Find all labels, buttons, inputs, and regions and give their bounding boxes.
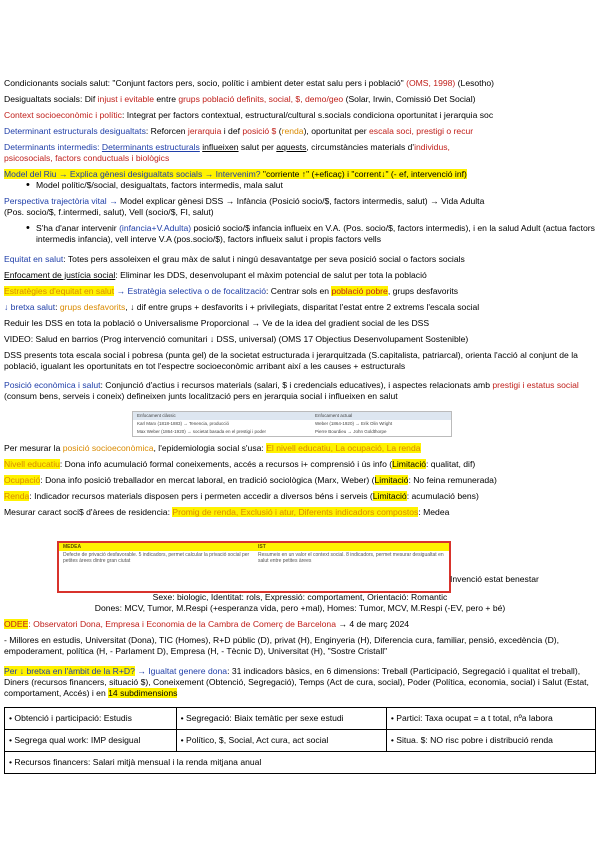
table-header: Enfocament clàssic bbox=[137, 412, 176, 418]
text: , l'epidemiologia social s'usa: bbox=[153, 442, 267, 453]
text: Condicionants socials salut: "Conjunt factors pers, socio, polític i ambient deter estat salu pers i població" bbox=[4, 78, 407, 88]
text: "corriente ↑" (+eficaç) i "corrent↓" (- ef, intervenció inf) bbox=[262, 169, 467, 179]
text: Perspectiva trajectòria vital → bbox=[4, 196, 118, 206]
text: posició $ bbox=[242, 126, 277, 136]
text: : Dona info posició treballador en mercat laboral, en tradició sociològica (Marx, Weber) ( bbox=[40, 474, 375, 485]
text: posició socioeconòmica bbox=[62, 442, 154, 453]
text: Enfocament de justícia social bbox=[4, 269, 116, 280]
text: influeixen bbox=[202, 142, 239, 152]
text: → Estratègia selectiva o de focalització bbox=[114, 285, 266, 296]
text: jerarquia bbox=[187, 126, 222, 136]
table-cell: • Obtenció i participació: Estudis bbox=[5, 708, 177, 730]
text: : qualitat, dif) bbox=[426, 458, 476, 469]
table-row bbox=[5, 752, 596, 774]
bullet-model-politic: • Model polític/$/social, desigualtats, factors intermedis, mala salut bbox=[4, 180, 596, 191]
text: Model del Riu → Explica gènesi desigualtats socials → Intervenim? bbox=[4, 169, 263, 179]
text: Determinant estructurals desigualtats bbox=[4, 126, 146, 136]
text: , circumstàncies materials d' bbox=[306, 142, 415, 152]
text: : Reforcen bbox=[145, 126, 188, 136]
text: : Totes pers assoleixen el grau màx de salut i ningú desavantatge per seva posició social o factors socials bbox=[63, 253, 465, 264]
text: Promig de renda, Exclusió i atur, Diferents indicadors compostos bbox=[172, 506, 419, 517]
table-cell: Pierre Bourdieu → John Goldthorpe bbox=[315, 428, 387, 434]
table-cell: Karl Marx (1818-1883) → Tenencia, producció bbox=[137, 420, 229, 426]
text: : bbox=[55, 301, 60, 312]
text: Posició econòmica i salut bbox=[4, 380, 101, 391]
line-desigualtats bbox=[4, 94, 596, 105]
text: individus, bbox=[414, 142, 450, 152]
table-cell: • Segrega qual work: IMP desigual bbox=[5, 730, 177, 752]
text: ), oportunitat per bbox=[303, 126, 370, 136]
table-row bbox=[5, 708, 596, 730]
invencio-caption: Invenció estat benestar bbox=[450, 574, 539, 584]
line-dss: DSS presents tota escala social i pobresa (punta gel) de la societat estructurada i jerarquitzada (S.capitalista, patriarcal), orienta l'acció al conjunt de la població, igualant les oportunitats en tot l'espectre socioeconòmic arribant així a les causes + estructurals bbox=[4, 349, 578, 371]
text: : Integrat per factors contextual, estructural/cultural s.socials condiciona oportunitat i jerarquia soc bbox=[121, 110, 494, 120]
text: S'ha d'anar intervenir bbox=[36, 223, 120, 233]
notes-page-bottom bbox=[4, 592, 596, 774]
text: , grups desfavorits bbox=[387, 285, 459, 296]
bullet-intervenir bbox=[4, 223, 596, 245]
source: (OMS, 1998) bbox=[406, 78, 456, 88]
text: Mesurar caract soci$ d'àrees de residencia: bbox=[4, 506, 173, 517]
text: renda bbox=[281, 126, 304, 136]
line-per-bretxa bbox=[4, 666, 596, 699]
text: (Solar, Irwin, Comissió Det Social) bbox=[343, 94, 476, 104]
notes-page bbox=[4, 78, 596, 518]
line-video: VIDEO: Salud en barrios (Prog intervenció comunitari ↓ DSS, universal) (OMS 17 Objectius Desenvolupament Sostenible) bbox=[4, 333, 469, 344]
table-cell: • Segregació: Biaix temàtic per sexe estudi bbox=[176, 708, 386, 730]
text: (infancia+V.Adulta) bbox=[119, 223, 192, 233]
line-nivell-educatiu bbox=[4, 459, 596, 470]
ist-header: IST bbox=[258, 544, 266, 550]
enfocament-table-image bbox=[132, 411, 452, 437]
text: prestigi i estatus social bbox=[492, 380, 579, 391]
text: El nivell educatiu, La ocupació, La renda bbox=[266, 442, 421, 453]
line-estrategies bbox=[4, 286, 596, 297]
text: Renda bbox=[4, 490, 30, 501]
line-bretxa bbox=[4, 302, 596, 313]
text: Nivell educatiu bbox=[4, 458, 60, 469]
ist-text: Resumeix en un valor el context social. 8 indicadors, permet mesurar desigualtat en salut entre petites àrees bbox=[258, 552, 444, 564]
text: entre bbox=[154, 94, 179, 104]
text: i def bbox=[221, 126, 243, 136]
text: salut per bbox=[238, 142, 277, 152]
text: població pobre bbox=[331, 285, 388, 296]
text: : Dona info acumulació formal coneixements, accés a recursos i+ comprensió i ús info ( bbox=[59, 458, 393, 469]
line-sexe: Sexe: biologic, Identitat: rols, Expressió: comportament, Orientació: Romantic bbox=[152, 592, 448, 602]
text: Per mesurar la bbox=[4, 442, 63, 453]
table-cell: • Político, $, Social, Act cura, act social bbox=[176, 730, 386, 752]
line-renda bbox=[4, 491, 596, 502]
line-posicio-economica bbox=[4, 380, 596, 402]
line-perspectiva bbox=[4, 196, 596, 207]
text: Limitació bbox=[374, 474, 409, 485]
medea-ist-image bbox=[57, 541, 451, 593]
medea-text: Defecte de privació desfavorable. 5 indicadors, permet calcular la privació social per petites àrees dintre gran ciutat bbox=[63, 552, 250, 564]
line-context bbox=[4, 110, 596, 121]
text: : Observatori Dona, Empresa i Economia de la Cambra de Comerç de Barcelona bbox=[28, 619, 336, 629]
text: posició socio/$ infancia influeix en V.A. (Pos. socio/$, factors intermedis), i en la salud Adult (actua factors intermedis infancia), vell interve V.A (pos.socio/$), factors influeix salut i propis factors vells bbox=[36, 223, 595, 244]
text: ↓ bretxa salut bbox=[4, 301, 56, 312]
line-determinant-estructurals bbox=[4, 126, 596, 137]
line-mesurar bbox=[4, 443, 596, 454]
line-ocupacio bbox=[4, 475, 596, 486]
text: Determinants estructurals bbox=[101, 142, 200, 152]
line-enfocament bbox=[4, 270, 596, 281]
medea-header: MEDEA bbox=[63, 544, 82, 550]
line-determinants-intermedis bbox=[4, 142, 596, 153]
table-row bbox=[5, 730, 596, 752]
text: Per ↓ bretxa en l'àmbit de la R+D? bbox=[4, 665, 135, 676]
text: Ocupació bbox=[4, 474, 41, 485]
text: : acumulació bens) bbox=[406, 490, 479, 501]
text: : Conjunció d'actius i recursos materials (salari, $ i credencials educatives), i aspectes relacionats amb bbox=[100, 380, 493, 391]
indicators-table bbox=[4, 707, 596, 774]
text: → 4 de març 2024 bbox=[335, 619, 410, 629]
text: Context socioeconòmic i polític bbox=[4, 110, 122, 120]
text: aquests bbox=[276, 142, 307, 152]
table-cell: Weber (1864-1920) → Erik Olin Wright bbox=[315, 420, 393, 426]
text: : Indicador recursos materials disposen pers i permeten accedir a diversos béns i serveis ( bbox=[29, 490, 373, 501]
text: escala soci, prestigi o recur bbox=[369, 126, 474, 136]
text: ( bbox=[276, 126, 282, 136]
text: ODEE bbox=[4, 619, 29, 629]
text: (Lesotho) bbox=[455, 78, 494, 88]
line-mesurar-residencia bbox=[4, 507, 596, 518]
text: (consum bens, serveis i coneix) defineixen junts localització pers en jerarquia social i influeixen en salut bbox=[4, 391, 398, 402]
text: 14 subdimensions bbox=[108, 687, 178, 698]
line-condicionants bbox=[4, 78, 596, 89]
line-perspectiva-cont: (Pos. socio/$, f.intermedi, salut), Vell (socio/$, FI, salut) bbox=[4, 207, 214, 217]
text: grups població definits, social, $, demo/geo bbox=[178, 94, 344, 104]
text: → Igualtat genere dona bbox=[134, 665, 228, 676]
line-determinants-intermedis-cont: psicosocials, factors conductuals i biològics bbox=[4, 153, 170, 163]
text: Estratègies d'equitat en salut bbox=[4, 285, 115, 296]
table-cell: • Recursos financers: Salari mitjà mensual i la renda mitjana anual bbox=[5, 752, 596, 774]
table-cell: Max Weber (1864-1920) → societat basada en el prestigi i poder bbox=[137, 428, 266, 434]
table-header: Enfocament actual bbox=[315, 412, 353, 418]
text: Determinants intermedis: bbox=[4, 142, 102, 152]
text: : No feina remunerada) bbox=[408, 474, 497, 485]
text: Limitació bbox=[392, 458, 427, 469]
text: Limitació bbox=[372, 490, 407, 501]
table-cell: • Partici: Taxa ocupat = a t total, nºa labora bbox=[386, 708, 595, 730]
text: : Eliminar les DDS, desenvolupant el màxim potencial de salut per tota la població bbox=[115, 269, 427, 280]
table-cell: • Situa. $: NO risc pobre i distribució renda bbox=[386, 730, 595, 752]
line-dones: Dones: MCV, Tumor, M.Respi (+esperanza vida, pero +mal), Homes: Tumor, MCV, M.Respi (-EV, pero + bé) bbox=[94, 603, 506, 613]
text: grups desfavorits bbox=[59, 301, 126, 312]
line-equitat bbox=[4, 254, 596, 265]
line-odee bbox=[4, 619, 596, 630]
text: , ↓ dif entre grups + desfavorits i + privilegiats, disparitat l'estat entre 2 extrems l'escala social bbox=[125, 301, 480, 312]
line-model-riu bbox=[4, 169, 596, 180]
line-reduir: Reduir les DSS en tota la població o Universalisme Proporcional → Ve de la idea del gradient social de les DSS bbox=[4, 317, 430, 328]
text: : Centrar sols en bbox=[266, 285, 332, 296]
text: : Medea bbox=[418, 506, 450, 517]
text: Model explicar gènesi DSS → Infància (Posició socio/$, factors intermedis, salut) → Vida Adulta bbox=[117, 196, 485, 206]
line-millores: - Millores en estudis, Universitat (Dona), TIC (Homes), R+D públic (D), privat (H), Enginyeria (H), Diferencia cura, familiar, pensió, excedència (D), empoderament, política (H, - Parlament D), Empresa (H, - Tècnic D), Universitat (H), "Sostre Cristall" bbox=[4, 635, 560, 656]
text: Equitat en salut bbox=[4, 253, 64, 264]
text: : 31 indicadors bàsics, en 6 dimensions: Treball (Participació, Segregació i qualitat el treball), Diners (recursos financers, situació $), Coneixement (Obtenció, Segregació), Temps (Act de cura, social), Poder (Política, economia, social) i Salut (Estat, comportament, Accés) i en bbox=[4, 665, 589, 698]
text: injust i evitable bbox=[97, 94, 154, 104]
text: Desigualtats socials: Dif bbox=[4, 94, 98, 104]
